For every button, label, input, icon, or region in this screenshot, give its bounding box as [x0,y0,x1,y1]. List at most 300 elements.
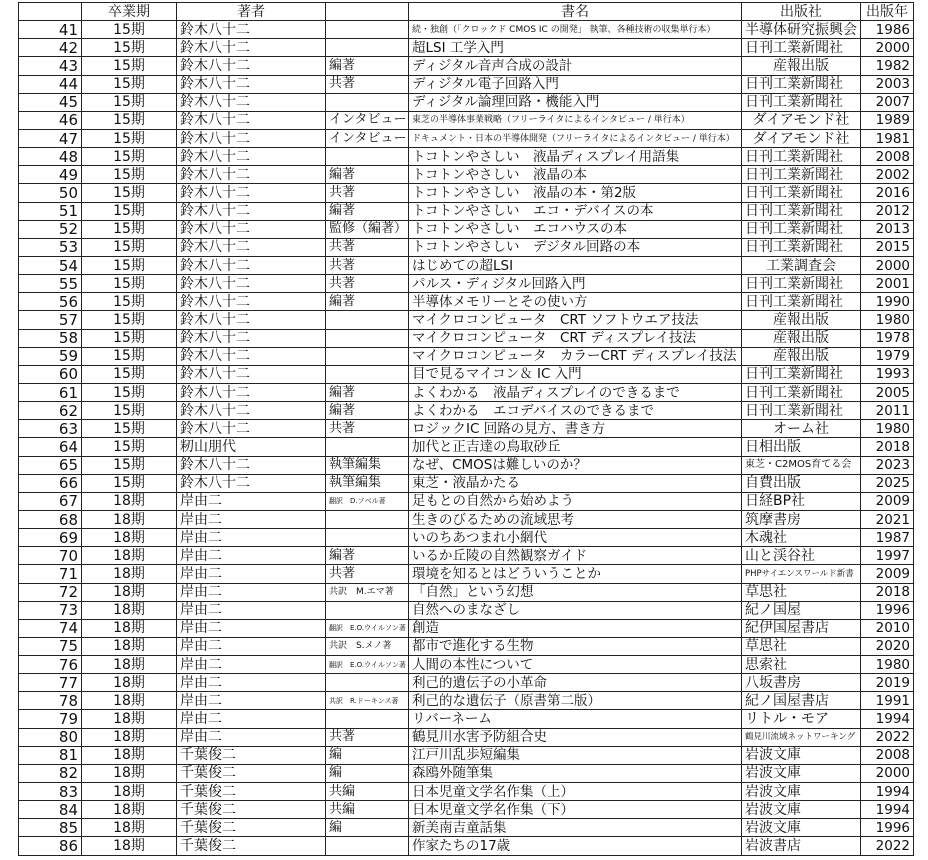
graduation-term-cell: 18期 [82,637,177,655]
publisher-cell: 日刊工業新聞社 [742,75,861,93]
row-number-cell: 76 [19,656,82,674]
row-number-cell: 61 [19,383,82,401]
graduation-term-cell: 15期 [82,57,177,75]
publisher-cell: 日刊工業新聞社 [742,293,861,311]
book-title-cell: 江戸川乱歩短編集 [409,746,742,764]
author-cell: 千葉俊二 [177,783,326,801]
publisher-cell: 工業調査会 [742,256,861,274]
author-cell: 鈴木八十二 [177,39,326,57]
row-number-cell: 42 [19,39,82,57]
author-role-cell [326,39,409,57]
publication-year-cell: 1990 [861,293,914,311]
book-title-cell: 続・独創（「クロックド CMOS IC の開発」 執筆、各種技術の収集単行本） [409,21,742,39]
book-title-cell: 足もとの自然から始めよう [409,492,742,510]
publication-year-cell: 2019 [861,674,914,692]
book-title-cell: マイクロコンピュータ CRT ディスプレイ技法 [409,329,742,347]
author-cell: 岸由二 [177,510,326,528]
book-title-cell: ディジタル音声合成の設計 [409,57,742,75]
author-role-cell: 共編 [326,783,409,801]
row-number-cell: 74 [19,619,82,637]
table-row [19,801,914,819]
publication-year-cell: 2000 [861,764,914,782]
table-row [19,529,914,547]
table-row [19,93,914,111]
graduation-term-header: 卒業期 [82,3,177,21]
row-number-cell: 75 [19,637,82,655]
graduation-term-cell: 18期 [82,764,177,782]
row-number-cell: 45 [19,93,82,111]
table-row [19,21,914,39]
author-role-cell: 編 [326,764,409,782]
row-number-cell: 64 [19,438,82,456]
book-title-cell: 「自然」という幻想 [409,583,742,601]
table-row [19,39,914,57]
publisher-cell: 日刊工業新聞社 [742,365,861,383]
publisher-cell: 日刊工業新聞社 [742,184,861,202]
table-row [19,456,914,474]
table-row [19,184,914,202]
publication-year-cell: 1989 [861,111,914,129]
table-row [19,547,914,565]
publisher-cell: 岩波文庫 [742,746,861,764]
row-number-cell: 85 [19,819,82,837]
table-row [19,383,914,401]
book-title-cell: 目で見るマイコン＆ IC 入門 [409,365,742,383]
author-cell: 岸由二 [177,637,326,655]
graduation-term-cell: 18期 [82,692,177,710]
author-role-cell [326,148,409,166]
author-cell: 鈴木八十二 [177,275,326,293]
publisher-cell: 日刊工業新聞社 [742,402,861,420]
author-role-cell: 編著 [326,293,409,311]
author-cell: 岸由二 [177,529,326,547]
book-title-cell: なぜ、CMOSは難しいのか？ [409,456,742,474]
publisher-cell: 半導体研究振興会 [742,21,861,39]
publication-year-cell: 1994 [861,710,914,728]
publisher-cell: ダイアモンド社 [742,111,861,129]
author-role-header [326,3,409,21]
table-row [19,510,914,528]
author-role-cell: 翻訳 E.O.ウイルソン著 [326,619,409,637]
graduation-term-cell: 15期 [82,347,177,365]
book-title-cell: いのちあつまれ小網代 [409,529,742,547]
book-title-cell: 日本児童文学名作集（下） [409,801,742,819]
graduation-term-cell: 15期 [82,365,177,383]
author-cell: 鈴木八十二 [177,220,326,238]
publication-year-cell: 1997 [861,547,914,565]
author-role-cell [326,21,409,39]
book-title-cell: 日本児童文学名作集（上） [409,783,742,801]
author-role-cell: 共著 [326,75,409,93]
publisher-cell: 草思社 [742,637,861,655]
row-number-cell: 50 [19,184,82,202]
publication-year-cell: 2020 [861,637,914,655]
row-number-cell: 51 [19,202,82,220]
publisher-cell: 産報出版 [742,57,861,75]
author-role-cell: 執筆編集 [326,474,409,492]
table-row [19,474,914,492]
book-title-cell: 環境を知るとはどういうことか [409,565,742,583]
author-cell: 籾山朋代 [177,438,326,456]
row-number-cell: 67 [19,492,82,510]
table-row [19,710,914,728]
graduation-term-cell: 18期 [82,801,177,819]
row-number-cell: 84 [19,801,82,819]
row-number-header [19,3,82,21]
graduation-term-cell: 15期 [82,438,177,456]
publisher-cell: 鶴見川流域ネットワーキング [742,728,861,746]
author-role-cell [326,438,409,456]
publication-year-cell: 2025 [861,474,914,492]
publication-year-cell: 1996 [861,819,914,837]
table-row [19,275,914,293]
author-cell: 岸由二 [177,583,326,601]
table-row [19,111,914,129]
publisher-cell: 日刊工業新聞社 [742,202,861,220]
author-header: 著者 [177,3,326,21]
author-cell: 岸由二 [177,492,326,510]
table-row [19,764,914,782]
table-row [19,637,914,655]
publication-year-cell: 2012 [861,202,914,220]
book-title-cell: 超LSI 工学入門 [409,39,742,57]
row-number-cell: 72 [19,583,82,601]
graduation-term-cell: 18期 [82,783,177,801]
publication-year-cell: 2000 [861,39,914,57]
graduation-term-cell: 18期 [82,529,177,547]
row-number-cell: 52 [19,220,82,238]
table-row [19,402,914,420]
table-row [19,57,914,75]
graduation-term-cell: 15期 [82,166,177,184]
publication-year-cell: 2000 [861,256,914,274]
author-cell: 鈴木八十二 [177,456,326,474]
publisher-cell: 日刊工業新聞社 [742,166,861,184]
publication-year-cell: 1979 [861,347,914,365]
graduation-term-cell: 18期 [82,583,177,601]
author-role-cell [326,837,409,855]
row-number-cell: 63 [19,420,82,438]
book-title-cell: 創造 [409,619,742,637]
publisher-header: 出版社 [742,3,861,21]
row-number-cell: 73 [19,601,82,619]
author-role-cell: 共訳 R.ドーキンス著 [326,692,409,710]
publication-year-cell: 1980 [861,656,914,674]
publication-year-cell: 2016 [861,184,914,202]
publisher-cell: 自費出版 [742,474,861,492]
publication-year-cell: 2008 [861,746,914,764]
row-number-cell: 80 [19,728,82,746]
author-role-cell: 編 [326,819,409,837]
author-cell: 鈴木八十二 [177,184,326,202]
author-cell: 鈴木八十二 [177,93,326,111]
book-title-cell: 生きのびるための流域思考 [409,510,742,528]
author-role-cell: 共著 [326,238,409,256]
table-row [19,311,914,329]
publisher-cell: リトル・モア [742,710,861,728]
publisher-cell: 岩波文庫 [742,819,861,837]
table-row [19,619,914,637]
author-role-cell [326,510,409,528]
author-cell: 岸由二 [177,728,326,746]
row-number-cell: 56 [19,293,82,311]
publication-year-cell: 2015 [861,238,914,256]
author-role-cell: 編著 [326,57,409,75]
graduation-term-cell: 18期 [82,510,177,528]
author-cell: 千葉俊二 [177,764,326,782]
publication-year-cell: 2008 [861,148,914,166]
author-role-cell: 共著 [326,728,409,746]
book-title-cell: マイクロコンピュータ CRT ソフトウエア技法 [409,311,742,329]
row-number-cell: 66 [19,474,82,492]
row-number-cell: 86 [19,837,82,855]
publication-year-cell: 1986 [861,21,914,39]
author-role-cell [326,365,409,383]
row-number-cell: 68 [19,510,82,528]
book-title-cell: 加代と正吉達の鳥取砂丘 [409,438,742,456]
book-title-cell: トコトンやさしい 液晶の本・第2版 [409,184,742,202]
graduation-term-cell: 15期 [82,238,177,256]
author-role-cell: 共著 [326,184,409,202]
graduation-term-cell: 15期 [82,93,177,111]
graduation-term-cell: 18期 [82,674,177,692]
author-cell: 岸由二 [177,619,326,637]
publication-year-cell: 2007 [861,93,914,111]
author-cell: 鈴木八十二 [177,129,326,147]
row-number-cell: 77 [19,674,82,692]
book-title-cell: 森鴎外随筆集 [409,764,742,782]
publication-year-cell: 1982 [861,57,914,75]
graduation-term-cell: 15期 [82,148,177,166]
book-title-cell: ロジックIC 回路の見方、書き方 [409,420,742,438]
graduation-term-cell: 15期 [82,202,177,220]
book-title-cell: 都市で進化する生物 [409,637,742,655]
author-role-cell: 編著 [326,202,409,220]
publisher-cell: 日刊工業新聞社 [742,275,861,293]
table-body [19,21,914,855]
book-title-cell: ディジタル電子回路入門 [409,75,742,93]
table-row [19,783,914,801]
graduation-term-cell: 15期 [82,474,177,492]
book-title-cell: トコトンやさしい 液晶の本 [409,166,742,184]
graduation-term-cell: 15期 [82,39,177,57]
publication-year-cell: 2009 [861,492,914,510]
publication-year-cell: 1993 [861,365,914,383]
graduation-term-cell: 15期 [82,456,177,474]
row-number-cell: 82 [19,764,82,782]
row-number-cell: 81 [19,746,82,764]
author-cell: 鈴木八十二 [177,329,326,347]
author-role-cell [326,710,409,728]
graduation-term-cell: 18期 [82,746,177,764]
author-cell: 岸由二 [177,656,326,674]
author-role-cell [326,601,409,619]
row-number-cell: 71 [19,565,82,583]
header-row [19,3,914,21]
publisher-cell: 日刊工業新聞社 [742,39,861,57]
row-number-cell: 48 [19,148,82,166]
table-row [19,365,914,383]
publisher-cell: 日刊工業新聞社 [742,383,861,401]
publication-year-cell: 1980 [861,311,914,329]
book-title-cell: 新美南吉童話集 [409,819,742,837]
author-role-cell: 共著 [326,275,409,293]
book-title-cell: いるか丘陵の自然観察ガイド [409,547,742,565]
graduation-term-cell: 18期 [82,728,177,746]
book-title-cell: ディジタル論理回路・機能入門 [409,93,742,111]
author-role-cell: 編著 [326,383,409,401]
table-row [19,674,914,692]
book-title-cell: 利己的な遺伝子（原書第二版） [409,692,742,710]
graduation-term-cell: 18期 [82,547,177,565]
graduation-term-cell: 15期 [82,184,177,202]
row-number-cell: 47 [19,129,82,147]
publisher-cell: 岩波文庫 [742,783,861,801]
table-row [19,420,914,438]
author-cell: 鈴木八十二 [177,148,326,166]
author-role-cell [326,529,409,547]
table-row [19,347,914,365]
publisher-cell: 草思社 [742,583,861,601]
graduation-term-cell: 15期 [82,402,177,420]
publisher-cell: 日刊工業新聞社 [742,93,861,111]
author-role-cell [326,311,409,329]
table-row [19,256,914,274]
author-role-cell: 執筆編集 [326,456,409,474]
row-number-cell: 83 [19,783,82,801]
publication-year-cell: 2021 [861,510,914,528]
table-row [19,837,914,855]
graduation-term-cell: 15期 [82,329,177,347]
table-row [19,220,914,238]
author-role-cell: 編著 [326,166,409,184]
publication-year-cell: 2018 [861,438,914,456]
author-cell: 鈴木八十二 [177,293,326,311]
publication-year-cell: 2010 [861,619,914,637]
row-number-cell: 79 [19,710,82,728]
publication-year-cell: 2018 [861,583,914,601]
publication-year-cell: 1991 [861,692,914,710]
graduation-term-cell: 15期 [82,420,177,438]
row-number-cell: 70 [19,547,82,565]
row-number-cell: 55 [19,275,82,293]
row-number-cell: 54 [19,256,82,274]
author-cell: 鈴木八十二 [177,21,326,39]
author-role-cell [326,674,409,692]
graduation-term-cell: 18期 [82,619,177,637]
author-role-cell: 共編 [326,801,409,819]
book-title-cell: 自然へのまなざし [409,601,742,619]
publisher-cell: 八坂書房 [742,674,861,692]
publisher-cell: 日刊工業新聞社 [742,238,861,256]
publisher-cell: 産報出版 [742,311,861,329]
publication-year-cell: 2013 [861,220,914,238]
publication-year-cell: 2009 [861,565,914,583]
row-number-cell: 41 [19,21,82,39]
author-cell: 千葉俊二 [177,801,326,819]
table-row [19,565,914,583]
row-number-cell: 59 [19,347,82,365]
publication-year-cell: 2011 [861,402,914,420]
author-role-cell: インタビュー [326,129,409,147]
book-title-cell: ドキュメント・日本の半導体開発（フリーライタによるインタビュー / 単行本） [409,129,742,147]
author-role-cell: 編著 [326,402,409,420]
row-number-cell: 60 [19,365,82,383]
book-title-cell: 半導体メモリーとその使い方 [409,293,742,311]
author-role-cell [326,347,409,365]
publisher-cell: 岩波書店 [742,837,861,855]
publisher-cell: 日刊工業新聞社 [742,220,861,238]
publisher-cell: 産報出版 [742,329,861,347]
publication-year-cell: 1980 [861,420,914,438]
book-title-cell: リバーネーム [409,710,742,728]
graduation-term-cell: 18期 [82,492,177,510]
graduation-term-cell: 15期 [82,256,177,274]
author-cell: 岸由二 [177,674,326,692]
row-number-cell: 78 [19,692,82,710]
publisher-cell: 岩波文庫 [742,764,861,782]
author-role-cell: 共訳 M.エマ著 [326,583,409,601]
publisher-cell: 山と渓谷社 [742,547,861,565]
author-role-cell: 共著 [326,565,409,583]
author-role-cell: 編著 [326,547,409,565]
book-title-cell: 人間の本性について [409,656,742,674]
publication-year-cell: 2002 [861,166,914,184]
graduation-term-cell: 15期 [82,220,177,238]
publication-year-cell: 1987 [861,529,914,547]
publisher-cell: 木魂社 [742,529,861,547]
author-cell: 鈴木八十二 [177,474,326,492]
graduation-term-cell: 15期 [82,75,177,93]
author-cell: 鈴木八十二 [177,383,326,401]
book-title-cell: トコトンやさしい デジタル回路の本 [409,238,742,256]
author-role-cell: 共著 [326,420,409,438]
row-number-cell: 65 [19,456,82,474]
publisher-cell: 岩波文庫 [742,801,861,819]
table-row [19,746,914,764]
publication-year-cell: 1978 [861,329,914,347]
publication-year-cell: 2005 [861,383,914,401]
author-cell: 千葉俊二 [177,746,326,764]
row-number-cell: 62 [19,402,82,420]
publication-year-cell: 1981 [861,129,914,147]
table-row [19,148,914,166]
publication-year-cell: 1996 [861,601,914,619]
publisher-cell: 日相出版 [742,438,861,456]
author-role-cell [326,93,409,111]
book-list-table [18,2,914,856]
graduation-term-cell: 15期 [82,129,177,147]
author-cell: 鈴木八十二 [177,57,326,75]
publication-year-cell: 2022 [861,728,914,746]
row-number-cell: 57 [19,311,82,329]
book-title-cell: トコトンやさしい エコ・デバイスの本 [409,202,742,220]
graduation-term-cell: 18期 [82,819,177,837]
author-role-cell: 共訳 S.メノ著 [326,637,409,655]
publisher-cell: オーム社 [742,420,861,438]
table-row [19,238,914,256]
book-title-cell: 鶴見川水害予防組合史 [409,728,742,746]
author-role-cell: 翻訳 E.O.ウイルソン著 [326,656,409,674]
author-cell: 岸由二 [177,547,326,565]
author-cell: 鈴木八十二 [177,256,326,274]
author-cell: 鈴木八十二 [177,238,326,256]
table-row [19,166,914,184]
row-number-cell: 49 [19,166,82,184]
row-number-cell: 53 [19,238,82,256]
author-cell: 鈴木八十二 [177,420,326,438]
table-row [19,601,914,619]
